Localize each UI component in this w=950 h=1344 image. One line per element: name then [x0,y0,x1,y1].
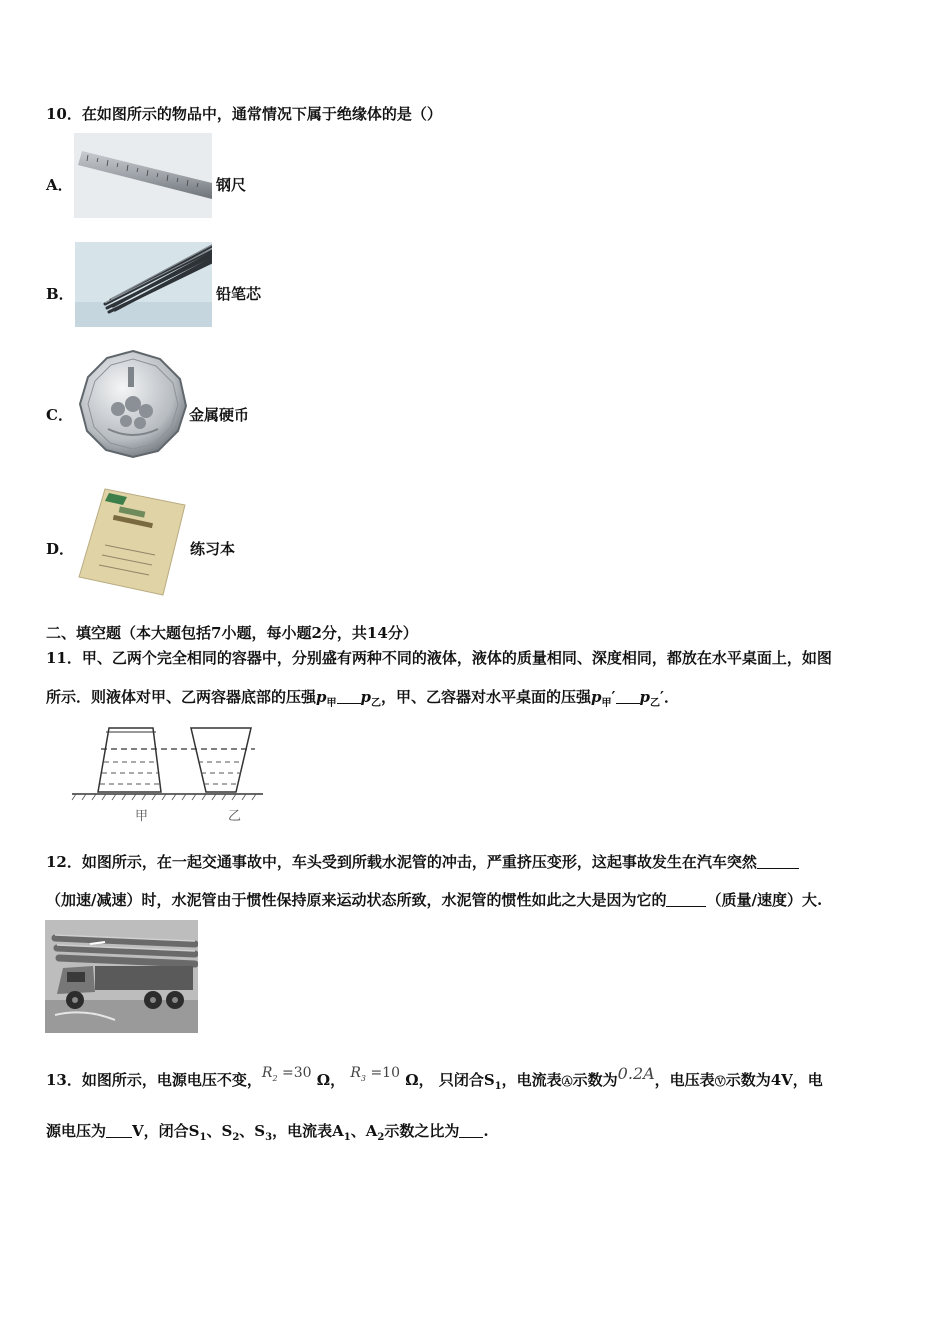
r3-formula: $R_3 =10$ [350,1065,400,1083]
q12-line1: 12．如图所示，在一起交通事故中，车头受到所载水泥管的冲击，严重挤压变形，这起事故发生在汽车突然 [46,851,799,872]
steel-ruler-image [74,133,212,218]
figure-label-jia: 甲 [135,809,149,824]
pencil-lead-image [75,242,212,327]
q10-stem: 10．在如图所示的物品中，通常情况下属于绝缘体的是（） [46,105,442,123]
q11-blank-2[interactable] [616,689,640,704]
truck-accident-image [45,920,198,1033]
figure-label-yi: 乙 [228,809,242,824]
ammeter-icon: Ⓐ [561,1075,573,1088]
exercise-book-image [75,485,187,597]
q10-option-d-letter: D． [46,540,75,558]
q10-option-c-letter: C． [46,406,73,424]
q10-option-b-label: 铅笔芯 [216,285,262,303]
q10-option-c-label: 金属硬币 [189,406,250,424]
q12-line2: （加速/减速）时，水泥管由于惯性保持原来运动状态所致，水泥管的惯性如此之大是因为它的 （质量/速度）大. [46,891,823,909]
q13-blank-1[interactable] [106,1123,132,1138]
q10-option-b-letter: B． [46,285,74,303]
q12-blank-1[interactable] [757,854,799,869]
q13-line1: 13．如图所示，电源电压不变，$R_2 =30$ Ω， $R_3 =10$ Ω， 只闭合$S_1$，电流表Ⓐ示数为0.2A，电压表Ⓥ示数为4V，电 [46,1064,823,1092]
q11-blank-1[interactable] [337,689,361,704]
voltmeter-icon: Ⓥ [714,1075,726,1088]
q13-line2: 源电压为 V，闭合$S_1$、$S_2$、$S_3$，电流表$A_1$、$A_2$示数之比为 . [46,1122,489,1143]
q11-line2: 所示．则液体对甲、乙两容器底部的压强$p_甲$ $p_乙$，甲、乙容器对水平桌面的压强$p_甲'$ $p_乙'$． [46,688,679,709]
q10-option-a-label: 钢尺 [216,176,247,194]
current-value: 0.2A [617,1064,655,1083]
r2-formula: $R_2 =30$ [261,1065,312,1083]
q10-option-d-label: 练习本 [190,540,236,558]
q11-line1: 11．甲、乙两个完全相同的容器中，分别盛有两种不同的液体，液体的质量相同、深度相同，都放在水平桌面上，如图 [46,649,832,667]
section-heading: 二、填空题（本大题包括7小题，每小题2分，共14分） [46,624,418,642]
q12-blank-2[interactable] [666,892,706,907]
q10-option-a-letter: A． [46,176,73,194]
q13-blank-2[interactable] [459,1123,483,1138]
metal-coin-image [78,349,188,459]
